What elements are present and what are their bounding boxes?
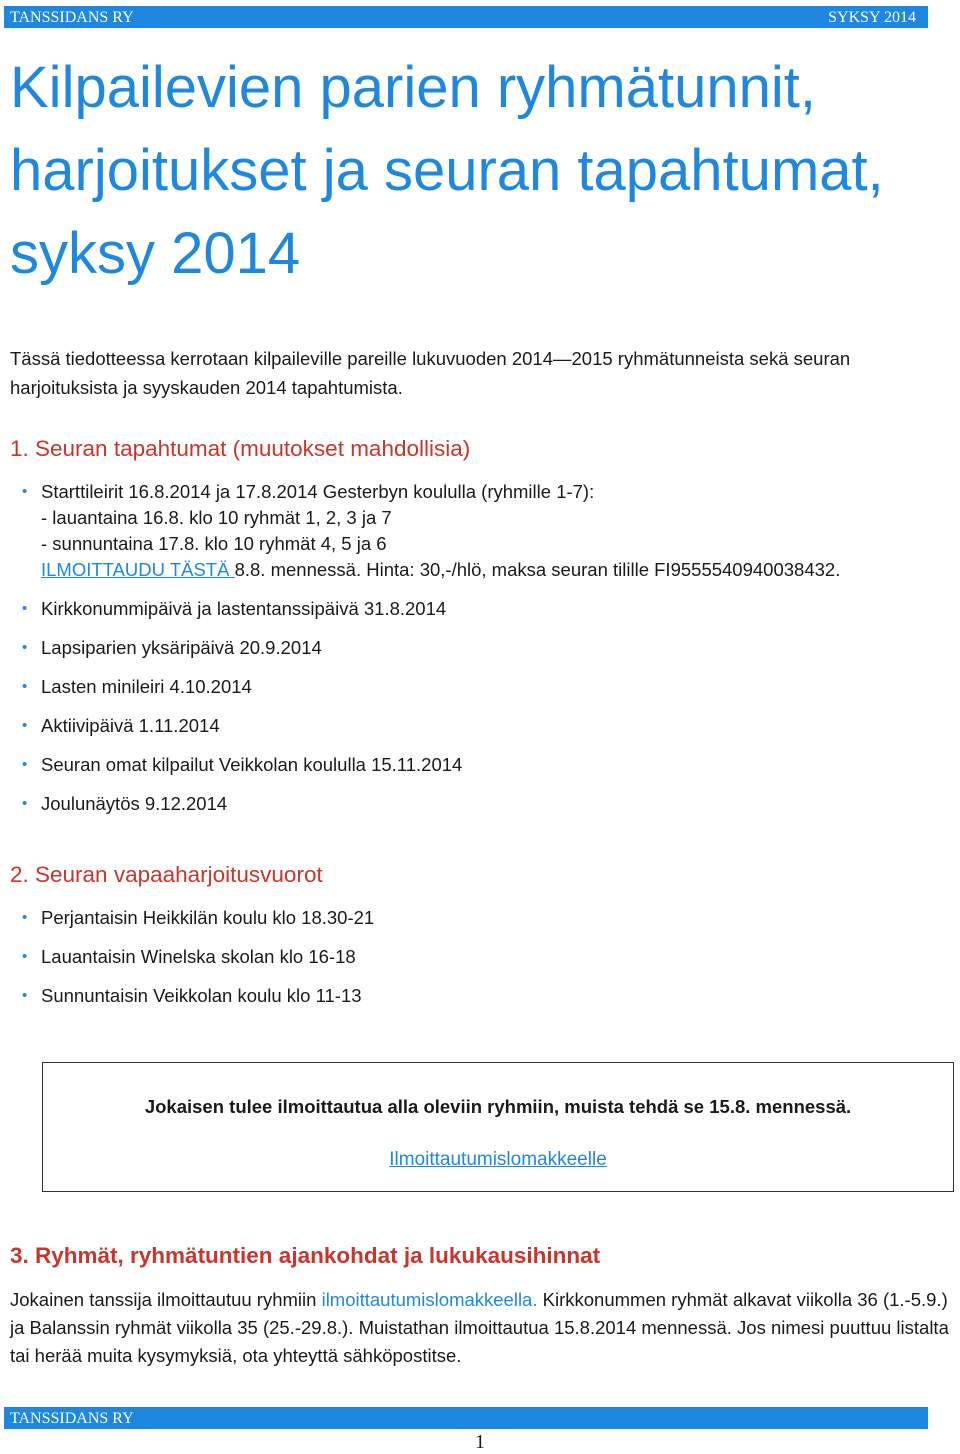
footer-org: TANSSIDANS RY bbox=[10, 1410, 134, 1427]
event-item: Lasten minileiri 4.10.2014 bbox=[41, 676, 252, 697]
list-item bbox=[0, 674, 940, 700]
bullet-icon: • bbox=[22, 717, 28, 734]
practice-item: Lauantaisin Winelska skolan klo 16-18 bbox=[41, 946, 356, 967]
practice-item: Sunnuntaisin Veikkolan koulu klo 11-13 bbox=[41, 985, 362, 1006]
section3-heading: 3. Ryhmät, ryhmätuntien ajankohdat ja lukukausihinnat bbox=[10, 1243, 601, 1268]
list-item bbox=[0, 944, 940, 970]
list-item bbox=[0, 596, 940, 622]
notice-link-row bbox=[43, 1149, 953, 1171]
event-item: Aktiivipäivä 1.11.2014 bbox=[41, 715, 220, 736]
section2-heading: 2. Seuran vapaaharjoitusvuorot bbox=[10, 862, 323, 887]
event-signup-line bbox=[41, 557, 940, 583]
page-title: Kilpailevien parien ryhmätunnit, harjoitukset ja seuran tapahtumat, syksy 2014 bbox=[10, 55, 884, 286]
bullet-icon: • bbox=[22, 909, 28, 926]
header-season: SYKSY 2014 bbox=[828, 9, 916, 26]
bullet-icon: • bbox=[22, 795, 28, 812]
registration-form-inline-link[interactable]: ilmoittautumislomakkeella. bbox=[321, 1289, 538, 1310]
para-text-before: Jokainen tanssija ilmoittautuu ryhmiin bbox=[10, 1289, 322, 1310]
intro-paragraph: Tässä tiedotteessa kerrotaan kilpaileville pareille lukuvuoden 2014—2015 ryhmätunneista sekä seuran harjoituksista ja syyskauden 2014 tapahtumista. bbox=[10, 348, 851, 398]
bullet-icon: • bbox=[22, 483, 28, 500]
bullet-icon: • bbox=[22, 948, 28, 965]
list-item bbox=[0, 791, 940, 817]
event-saturday-line: - lauantaina 16.8. klo 10 ryhmät 1, 2, 3 ja 7 bbox=[41, 507, 392, 528]
event-sunday-line: - sunnuntaina 17.8. klo 10 ryhmät 4, 5 ja 6 bbox=[41, 533, 387, 554]
section3-paragraph bbox=[10, 1286, 955, 1370]
notice-box bbox=[42, 1062, 954, 1192]
list-item bbox=[0, 752, 940, 778]
event-item: Seuran omat kilpailut Veikkolan koululla 15.11.2014 bbox=[41, 754, 463, 775]
practice-item: Perjantaisin Heikkilän koulu klo 18.30-21 bbox=[41, 907, 375, 928]
bullet-icon: • bbox=[22, 756, 28, 773]
notice-text: Jokaisen tulee ilmoittautua alla oleviin ryhmiin, muista tehdä se 15.8. mennessä. bbox=[144, 1096, 852, 1117]
header-band bbox=[4, 6, 928, 28]
bullet-icon: • bbox=[22, 600, 28, 617]
registration-form-link[interactable]: Ilmoittautumislomakkeelle bbox=[389, 1149, 607, 1170]
list-item bbox=[0, 983, 940, 1009]
bullet-icon: • bbox=[22, 678, 28, 695]
bullet-icon: • bbox=[22, 639, 28, 656]
section1-heading: 1. Seuran tapahtumat (muutokset mahdollisia) bbox=[10, 436, 471, 461]
footer-band bbox=[4, 1407, 928, 1429]
signup-deadline-text: 8.8. mennessä. Hinta: 30,-/hlö, maksa seuran tilille FI9555540940038432. bbox=[234, 559, 841, 580]
events-list bbox=[0, 479, 940, 817]
event-item: Lapsiparien yksäripäivä 20.9.2014 bbox=[41, 637, 322, 658]
event-item: Kirkkonummipäivä ja lastentanssipäivä 31.8.2014 bbox=[41, 598, 447, 619]
para-text-after: Kirkkonummen ryhmät alkavat viikolla 36 (1.-5.9.) ja Balanssin ryhmät viikolla 35 (25.-29.8.). Muistathan ilmoittautua 15.8.2014 mennessä. Jos nimesi puuttuu listalta tai herää muita kysymyksiä, ota yhteyttä sähköpostitse. bbox=[10, 1289, 949, 1366]
list-item bbox=[0, 713, 940, 739]
list-item bbox=[0, 635, 940, 661]
event-item: Joulunäytös 9.12.2014 bbox=[41, 793, 228, 814]
bullet-icon: • bbox=[22, 987, 28, 1004]
practice-list bbox=[0, 905, 940, 1009]
list-item bbox=[0, 905, 940, 931]
signup-link[interactable]: ILMOITTAUDU TÄSTÄ bbox=[41, 559, 235, 580]
list-item bbox=[0, 479, 940, 583]
header-org: TANSSIDANS RY bbox=[10, 9, 134, 26]
event-starttileirit: Starttileirit 16.8.2014 ja 17.8.2014 Gesterbyn koululla (ryhmille 1-7): bbox=[41, 481, 595, 502]
page-number: 1 bbox=[475, 1431, 485, 1453]
